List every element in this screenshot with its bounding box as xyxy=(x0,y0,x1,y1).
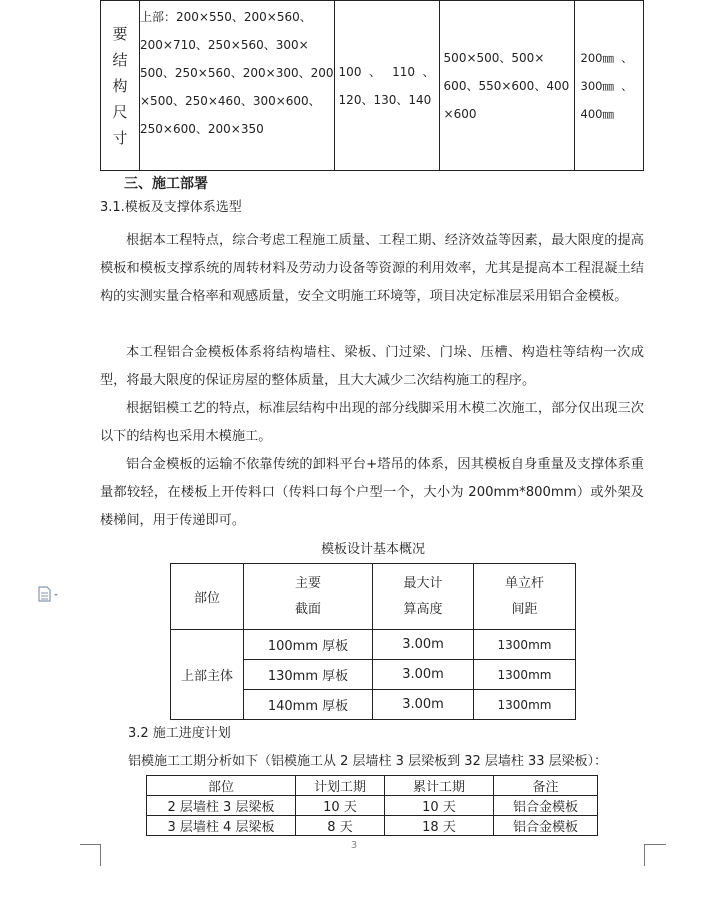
beam-size-cell xyxy=(439,1,574,171)
cell: 铝合金模板 xyxy=(494,796,598,816)
header-cell: 累计工期 xyxy=(385,776,494,796)
sub-heading: 3.2 施工进度计划 xyxy=(128,726,231,741)
schedule-table xyxy=(146,775,598,836)
cell: 2 层墙柱 3 层梁板 xyxy=(147,796,296,816)
upper-sizes-cell xyxy=(140,1,335,171)
header-cell xyxy=(171,564,244,630)
cell: 100mm 厚板 xyxy=(244,630,373,660)
group-label: 上部主体 xyxy=(171,630,244,720)
paragraph: 铝合金模板的运输不依靠传统的卸料平台+塔吊的体系，因其模板自身重量及支撑体系重量都较轻，在楼板上开传料口（传料口每个户型一个，大小为 200mm*800mm）或外架及楼梯间，用于传递即可。 xyxy=(100,457,644,528)
label-char: 尺 xyxy=(112,102,128,121)
header-cell xyxy=(244,564,373,630)
table-caption: 模板设计基本概况 xyxy=(320,542,425,557)
cell: 铝合金模板 xyxy=(494,816,598,836)
cell: 10 天 xyxy=(385,796,494,816)
document-icon[interactable] xyxy=(38,586,60,602)
corner-mark xyxy=(80,844,100,845)
label-char: 要 xyxy=(112,24,128,43)
header-cell: 部位 xyxy=(147,776,296,796)
cell: 8 天 xyxy=(296,816,385,836)
cell: 1300mm xyxy=(474,660,576,690)
header-text: 最大计 xyxy=(403,575,443,591)
header-cell: 备注 xyxy=(494,776,598,796)
header-text: 间距 xyxy=(511,601,538,617)
header-cell xyxy=(373,564,474,630)
formwork-design-table xyxy=(170,563,576,720)
cell: 3.00m xyxy=(373,690,474,720)
section-heading: 三、施工部署 xyxy=(124,176,208,192)
cell: 1300mm xyxy=(474,630,576,660)
wall-line: 200㎜ 、 xyxy=(580,50,633,65)
beam-line: 600、550×600、400 xyxy=(443,78,570,93)
size-line: 上部：200×550、200×560、 xyxy=(140,10,312,24)
corner-mark xyxy=(100,844,101,866)
paragraph: 根据本工程特点，综合考虑工程施工质量、工程工期、经济效益等因素，最大限度的提高模板和模板支撑系统的周转材料及劳动力设备等资源的利用效率，尤其是提高本工程混凝土结构的实测实量合格率和观感质量，安全文明施工环境等，项目决定标准层采用铝合金模板。 xyxy=(100,233,644,304)
cell: 1300mm xyxy=(474,690,576,720)
header-text: 部位 xyxy=(193,591,220,606)
table-row xyxy=(171,630,576,660)
header-text: 主要 xyxy=(294,575,321,591)
paragraph: 本工程铝合金模板体系将结构墙柱、梁板、门过梁、门垛、压槽、构造柱等结构一次成型，将最大限度的保证房屋的整体质量，且大大减少二次结构施工的程序。 xyxy=(100,345,644,388)
label-cell xyxy=(101,1,140,171)
size-line: 500、250×560、200×300、200 xyxy=(140,66,334,80)
wall-line: 300㎜ 、 xyxy=(580,78,633,93)
paragraph: 根据铝模工艺的特点，标准层结构中出现的部分线脚采用木模二次施工，部分仅出现三次以下的结构也采用木模施工。 xyxy=(100,401,644,444)
cell: 3.00m xyxy=(373,630,474,660)
table-row xyxy=(147,796,598,816)
page-number: 3 xyxy=(350,840,358,851)
header-text: 单立杆 xyxy=(504,575,544,591)
cell: 10 天 xyxy=(296,796,385,816)
label-char: 寸 xyxy=(112,128,128,147)
corner-mark xyxy=(644,844,645,866)
slab-thickness-text: 100 、 110 、 120、130、140 xyxy=(338,64,435,107)
table-header-row xyxy=(147,776,598,796)
cell: 18 天 xyxy=(385,816,494,836)
size-line: ×500、250×460、300×600、 xyxy=(140,94,321,108)
structure-size-table xyxy=(100,0,644,171)
label-char: 结 xyxy=(112,50,128,69)
slab-thickness-cell xyxy=(334,1,439,171)
label-char: 构 xyxy=(112,76,128,95)
corner-mark xyxy=(644,844,666,845)
header-text: 算高度 xyxy=(403,601,443,617)
size-line: 200×710、250×560、300× xyxy=(140,38,309,52)
table-row xyxy=(147,816,598,836)
beam-line: ×600 xyxy=(443,106,477,121)
schedule-intro: 铝模施工工期分析如下（铝模施工从 2 层墙柱 3 层梁板到 32 层墙柱 33 层梁板）： xyxy=(128,754,608,769)
cell: 3.00m xyxy=(373,660,474,690)
size-line: 250×600、200×350 xyxy=(140,122,264,136)
beam-line: 500×500、500× xyxy=(443,50,545,65)
cell: 130mm 厚板 xyxy=(244,660,373,690)
cell: 140mm 厚板 xyxy=(244,690,373,720)
header-cell xyxy=(474,564,576,630)
wall-size-cell xyxy=(574,1,643,171)
header-text: 截面 xyxy=(294,601,321,617)
header-cell: 计划工期 xyxy=(296,776,385,796)
cell: 3 层墙柱 4 层梁板 xyxy=(147,816,296,836)
wall-line: 400㎜ xyxy=(580,106,614,121)
sub-heading: 3.1.模板及支撑体系选型 xyxy=(100,200,242,215)
